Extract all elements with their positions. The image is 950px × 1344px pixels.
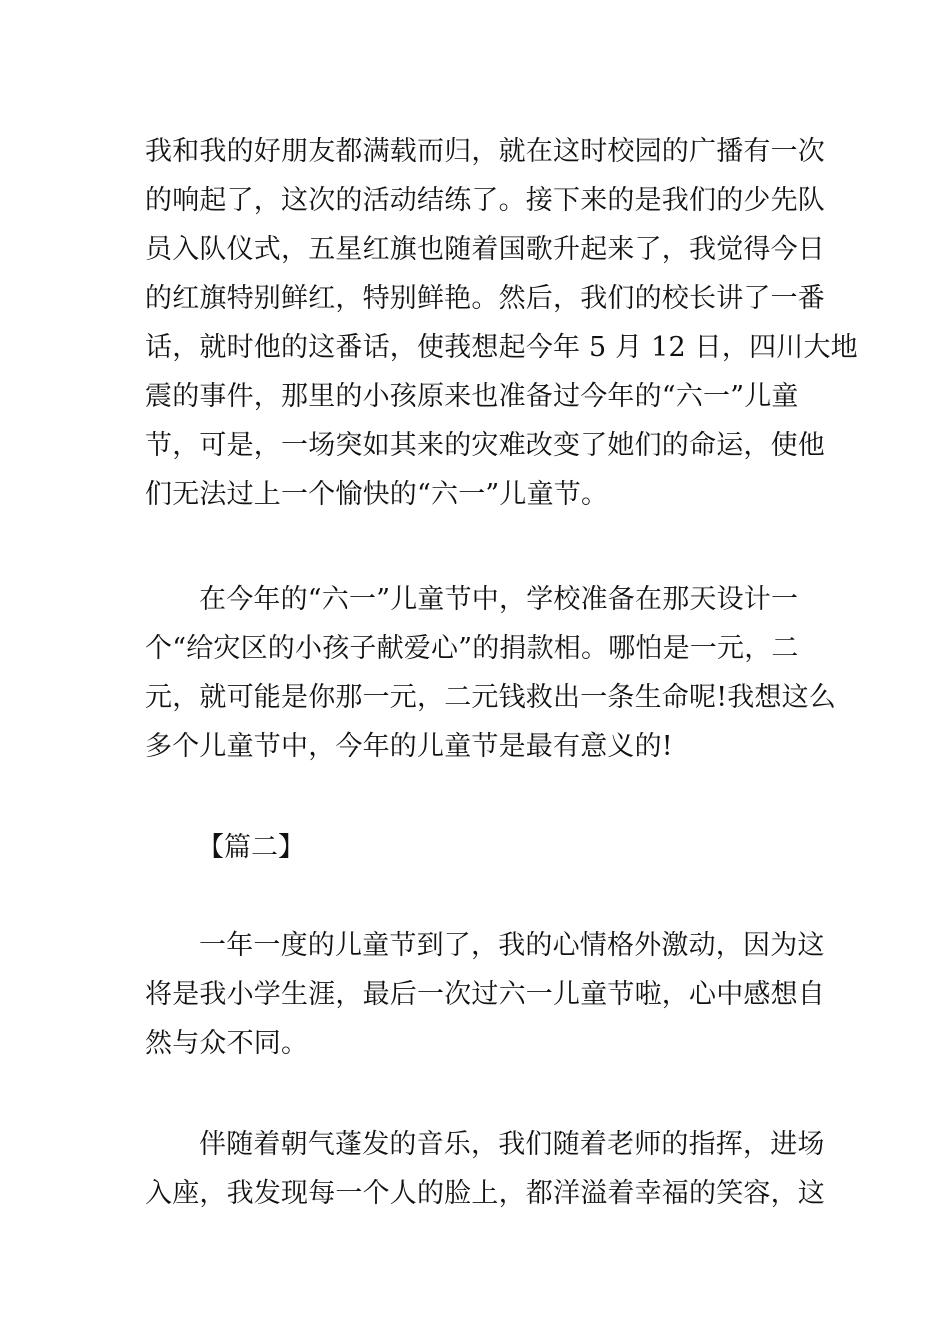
- text-line: 入座，我发现每一个人的脸上，都洋溢着幸福的笑容，这: [145, 1178, 825, 1209]
- paragraph-4: [145, 1120, 825, 1218]
- text-line: 伴随着朝气蓬发的音乐，我们随着老师的指挥，进场: [199, 1129, 825, 1160]
- text-line: 震的事件，那里的小孩原来也准备过今年的“六一”儿童: [145, 381, 799, 412]
- text-line: 将是我小学生涯，最后一次过六一儿童节啦，心中感想自: [145, 979, 825, 1010]
- text-line: 一年一度的儿童节到了，我的心情格外激动，因为这: [199, 930, 825, 961]
- paragraph-1: [145, 127, 858, 519]
- paragraph-3: [145, 921, 825, 1068]
- section-heading: 【篇二】: [197, 832, 305, 863]
- text-line: 的红旗特别鲜红，特别鲜艳。然后，我们的校长讲了一番: [145, 283, 825, 314]
- text-line: 多个儿童节中，今年的儿童节是最有意义的!: [145, 731, 673, 762]
- text-line: 员入队仪式，五星红旗也随着国歌升起来了，我觉得今日: [145, 234, 825, 265]
- text-line: 在今年的“六一”儿童节中，学校准备在那天设计一: [199, 584, 799, 615]
- text-line: 节，可是，一场突如其来的灾难改变了她们的命运，使他: [145, 430, 825, 461]
- text-line: 个“给灾区的小孩子献爱心”的捐款相。哪怕是一元，二: [145, 633, 799, 664]
- text-line: 然与众不同。: [145, 1028, 309, 1059]
- text-line: 话，就时他的这番话，使莪想起今年 5 月 12 日，四川大地: [145, 332, 858, 363]
- text-line: 我和我的好朋友都满载而归，就在这时校园的广播有一次: [145, 136, 825, 167]
- text-line: 们无法过上一个愉快的“六一”儿童节。: [145, 479, 609, 510]
- paragraph-2: [145, 575, 837, 771]
- text-line: 元，就可能是你那一元，二元钱救出一条生命呢!我想这么: [145, 682, 837, 713]
- text-line: 的响起了，这次的活动结练了。接下来的是我们的少先队: [145, 185, 825, 216]
